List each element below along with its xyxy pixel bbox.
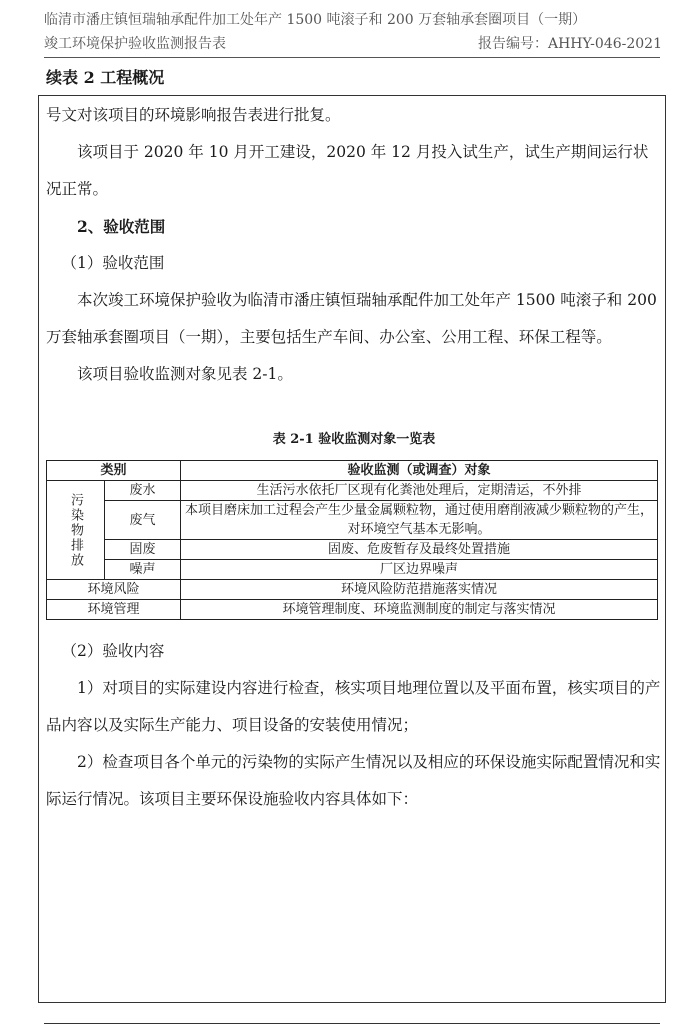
paragraph-content-2: 2）检查项目各个单元的污染物的实际产生情况以及相应的环保设施实际配置情况和实际运行情况。该项目主要环保设施验收内容具体如下： [46, 753, 661, 808]
pollutant-group-label: 污染物排放 [68, 492, 83, 568]
row-risk-content: 环境风险防范措施落实情况 [181, 580, 658, 600]
monitoring-objects-table [46, 460, 658, 620]
table-row [47, 540, 658, 560]
section-title: 续表 2 工程概况 [46, 68, 165, 87]
heading-acceptance-scope: 2、验收范围 [77, 217, 166, 236]
table-row [47, 580, 658, 600]
report-number: 报告编号：AHHY-046-2021 [477, 36, 662, 52]
row-content: 厂区边界噪声 [181, 560, 658, 580]
table-row [47, 600, 658, 620]
body-upper [46, 97, 662, 393]
report-type-label: 竣工环境保护验收监测报告表 [44, 36, 226, 52]
footer-divider [44, 1023, 660, 1024]
table-row [47, 501, 658, 540]
body-lower [46, 633, 662, 818]
subheading-acceptance-scope: （1）验收范围 [61, 254, 165, 272]
paragraph-scope-detail: 本次竣工环境保护验收为临清市潘庄镇恒瑞轴承配件加工处年产 1500 吨滚子和 200 万套轴承套圈项目（一期），主要包括生产车间、办公室、公用工程、环保工程等。 [46, 291, 657, 346]
row-sub-category: 固废 [105, 540, 181, 560]
row-sub-category: 废气 [105, 501, 181, 540]
row-mgmt-label: 环境管理 [47, 600, 181, 620]
header-category: 类别 [47, 461, 181, 481]
header-monitoring-object: 验收监测（或调查）对象 [181, 461, 658, 481]
row-content: 生活污水依托厂区现有化粪池处理后，定期清运，不外排 [181, 481, 658, 501]
report-header-subline [44, 34, 662, 54]
table-row [47, 481, 658, 501]
table-header-row [47, 461, 658, 481]
paragraph-construction: 该项目于 2020 年 10 月开工建设，2020 年 12 月投入试生产，试生产期间运行状况正常。 [46, 143, 649, 198]
row-content: 本项目磨床加工过程会产生少量金属颗粒物，通过使用磨削液减少颗粒物的产生，对环境空气基本无影响。 [181, 501, 658, 540]
table-caption: 表 2-1 验收监测对象一览表 [272, 432, 436, 447]
pollutant-group-cell [47, 481, 105, 580]
row-sub-category: 噪声 [105, 560, 181, 580]
row-mgmt-content: 环境管理制度、环境监测制度的制定与落实情况 [181, 600, 658, 620]
row-risk-label: 环境风险 [47, 580, 181, 600]
table-row [47, 560, 658, 580]
paragraph-content-1: 1）对项目的实际建设内容进行检查，核实项目地理位置以及平面布置，核实项目的产品内容以及实际生产能力、项目设备的安装使用情况； [46, 679, 661, 734]
subheading-acceptance-content: （2）验收内容 [61, 642, 165, 660]
header-divider [44, 57, 660, 58]
paragraph-approval: 号文对该项目的环境影响报告表进行批复。 [46, 106, 341, 124]
row-sub-category: 废水 [105, 481, 181, 501]
paragraph-table-ref: 该项目验收监测对象见表 2-1。 [77, 365, 293, 383]
row-content: 固废、危废暂存及最终处置措施 [181, 540, 658, 560]
report-header-title: 临清市潘庄镇恒瑞轴承配件加工处年产 1500 吨滚子和 200 万套轴承套圈项目（一期） [44, 12, 587, 28]
